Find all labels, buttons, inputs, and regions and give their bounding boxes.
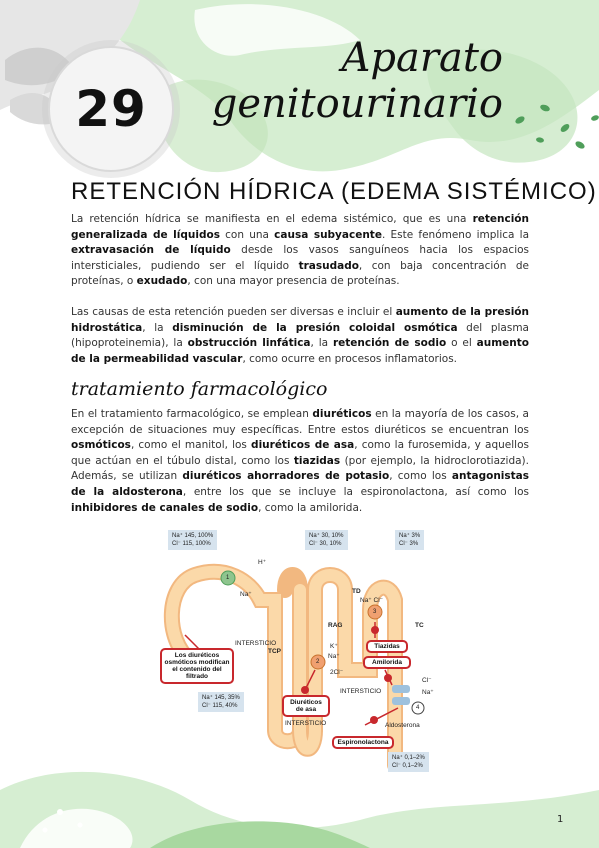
label-num-3: 3: [373, 609, 377, 615]
label-na-cl: Na⁺ Cl⁻: [360, 597, 384, 604]
label-num-1: 1: [226, 575, 230, 581]
box-diureticos-osmoticos: Los diuréticos osmóticos modifican el contenido del filtrado: [160, 648, 234, 684]
ion-value: Cl⁻ 30, 10%: [309, 541, 342, 547]
ion-value: Cl⁻ 0,1–2%: [392, 763, 423, 769]
bold-term: tiazidas: [293, 454, 341, 467]
ion-box-proximal: [168, 530, 217, 550]
label-td: TD: [352, 588, 361, 595]
ion-box-tcp: [198, 692, 244, 712]
bold-term: trasudado: [298, 259, 359, 272]
channel-amilorida: [392, 685, 410, 693]
paragraph-retencion-1: La retención hídrica se manifiesta en el edema sistémico, que es una retención generalizada de líquidos con una causa subyacente. Este fenómeno implica la extravasación de líquido desde los vasos sanguíneos hacia los espacios intersticiales, pudiendo ser el líquido trasudado, con baja concentración de proteínas, o exudado, con una mayor presencia de proteínas.: [71, 213, 530, 288]
title-line-1: Aparato: [341, 35, 503, 81]
label-tcp: TCP: [268, 648, 281, 655]
chapter-badge: [48, 46, 174, 172]
bold-term: exudado: [136, 275, 188, 288]
label-cl: Cl⁻: [422, 677, 432, 684]
bold-term: causa subyacente: [274, 228, 382, 241]
channel-k: [392, 697, 410, 705]
bold-term: aumento de la presión hidrostática: [71, 306, 529, 334]
chapter-number: 29: [75, 80, 147, 138]
bold-term: diuréticos de asa: [251, 439, 355, 452]
box-amilorida: Amilorida: [363, 656, 411, 669]
label-tc: TC: [415, 622, 424, 629]
label-num-2: 2: [316, 659, 320, 665]
section-heading-tratamiento: tratamiento farmacológico: [71, 378, 328, 400]
ion-value: Cl⁻ 3%: [399, 541, 419, 547]
label-k: K⁺: [330, 643, 338, 650]
bold-term: extravasación de líquido: [71, 244, 231, 257]
page-title: [212, 35, 503, 127]
bold-term: osmóticos: [71, 439, 131, 452]
ion-value: Cl⁻ 115, 40%: [202, 703, 238, 709]
ion-value: Na⁺ 0,1–2%: [392, 755, 425, 761]
label-rag: RAG: [328, 622, 343, 629]
label-aldosterona: Aldosterona: [385, 722, 420, 729]
label-num-4: 4: [416, 705, 420, 711]
bold-term: disminución de la presión coloidal osmótica: [172, 321, 458, 334]
bold-term: antagonistas de la aldosterona: [71, 470, 529, 498]
ion-value: Na⁺ 145, 100%: [172, 533, 214, 539]
bold-term: inhibidores de canales de sodio: [71, 501, 259, 514]
bold-term: aumento de la permeabilidad vascular: [71, 337, 529, 365]
page-number: 1: [557, 814, 564, 825]
ion-box-henle: [305, 530, 348, 550]
label-na-2: Na⁺: [328, 653, 340, 660]
section-heading-retencion: RETENCIÓN HÍDRICA (EDEMA SISTÉMICO): [71, 178, 597, 205]
box-diureticos-asa: Diuréticos de asa: [282, 695, 330, 717]
paragraph-tratamiento: En el tratamiento farmacológico, se emplean diuréticos en la mayoría de los casos, a excepción de situaciones muy específicas. Entre estos diuréticos se encuentran los osmóticos, como el manitol, los diuréticos de asa, como la furosemida, y aquellos que actúan en el túbulo distal, como los tiazidas (por ejemplo, la hidroclorotiazida). Además, se utilizan diuréticos ahorradores de potasio, como los antagonistas de la aldosterona, entre los que se incluye la espironolactona, así como los inhibidores de canales de sodio, como la amilorida.: [71, 408, 529, 514]
label-intersticio-2: INTERSTICIO: [340, 688, 382, 695]
bold-term: retención de sodio: [332, 337, 447, 350]
label-na-3: Na⁺: [422, 689, 434, 696]
ion-value: Cl⁻ 115, 100%: [172, 541, 211, 547]
ion-value: Na⁺ 30, 10%: [309, 533, 344, 539]
label-intersticio-3: INTERSTICIO: [285, 720, 327, 727]
ion-box-collecting: [388, 752, 429, 772]
ion-value: Na⁺ 3%: [399, 533, 421, 539]
label-h: H⁺: [258, 559, 267, 566]
bold-term: obstrucción linfática: [187, 337, 311, 350]
ion-box-distal: [395, 530, 424, 550]
ion-value: Na⁺ 145, 35%: [202, 695, 240, 701]
nephron-diagram: [160, 530, 450, 770]
box-espironolactona: Espironolactona: [332, 736, 394, 749]
label-na: Na⁺: [240, 591, 252, 598]
box-tiazidas: Tiazidas: [366, 640, 408, 653]
label-2cl: 2Cl⁻: [330, 669, 344, 676]
title-line-2: genitourinario: [211, 81, 503, 127]
bold-term: diuréticos: [312, 408, 372, 420]
bold-term: diuréticos ahorradores de potasio: [182, 470, 390, 483]
bold-term: retención generalizada de líquidos: [71, 213, 529, 241]
label-intersticio: INTERSTICIO: [235, 640, 277, 647]
paragraph-retencion-2: Las causas de esta retención pueden ser diversas e incluir el aumento de la presión hidrostática, la disminución de la presión coloidal osmótica del plasma (hipoproteinemia), la obstrucción linfática, la retención de sodio o el aumento de la permeabilidad vascular, como ocurre en procesos inflamatorios.: [71, 306, 529, 365]
